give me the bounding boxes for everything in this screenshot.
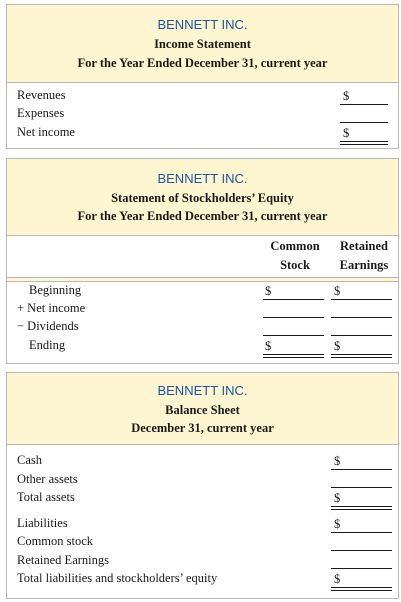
common-stock-label: Common stock — [17, 534, 94, 548]
company-name: BENNETT INC. — [157, 383, 248, 398]
income-statement-panel — [6, 4, 399, 149]
statement-title: Statement of Stockholders’ Equity — [111, 191, 294, 205]
retained-beginning-line — [331, 299, 392, 300]
statement-period: For the Year Ended December 31, current year — [77, 209, 328, 223]
expenses-label: Expenses — [17, 106, 65, 120]
total-liabilities-equity-label: Total liabilities and stockholders’ equity — [17, 571, 218, 585]
equity-statement-header — [7, 159, 398, 236]
total-liabilities-equity-double-underline — [331, 587, 392, 591]
income-statement-header — [7, 5, 398, 83]
equity-divider-band — [7, 277, 398, 282]
statement-period: For the Year Ended December 31, current year — [77, 56, 328, 70]
retained-earnings-label: Retained Earnings — [17, 553, 109, 567]
total-assets-label: Total assets — [17, 490, 75, 504]
common-ending-double-underline — [263, 354, 324, 358]
statement-title: Income Statement — [154, 37, 251, 51]
common-stock-column-header-line2: Stock — [280, 258, 310, 272]
net-income-label: Net income — [17, 125, 75, 139]
common-stock-column-header-line1: Common — [270, 239, 320, 253]
common-ending-dollar-sign: $ — [265, 339, 272, 353]
balance-sheet-panel — [6, 372, 399, 599]
liabilities-label: Liabilities — [17, 516, 68, 530]
equity-statement-panel — [6, 158, 399, 364]
statement-title: Balance Sheet — [165, 403, 240, 417]
beginning-label: Beginning — [29, 283, 82, 297]
total-assets-double-underline — [331, 506, 392, 510]
other-assets-label: Other assets — [17, 472, 78, 486]
retained-dividends-line — [331, 335, 392, 336]
liabilities-dollar-sign: $ — [334, 517, 341, 531]
total-assets-dollar-sign: $ — [334, 491, 341, 505]
net-income-double-underline — [340, 141, 388, 145]
retained-earnings-column-header-line1: Retained — [340, 239, 388, 253]
cash-dollar-sign: $ — [334, 454, 341, 468]
total-liabilities-equity-dollar-sign: $ — [334, 572, 341, 586]
common-dividends-line — [263, 335, 324, 336]
cash-line — [331, 469, 392, 470]
common-stock-line — [331, 550, 392, 551]
common-beginning-dollar-sign: $ — [265, 284, 272, 298]
balance-sheet-header — [7, 373, 398, 445]
retained-ending-double-underline — [331, 354, 392, 358]
liabilities-line — [331, 532, 392, 533]
common-beginning-line — [263, 299, 324, 300]
cash-label: Cash — [17, 453, 42, 467]
expenses-amount-line — [340, 122, 388, 123]
revenues-label: Revenues — [17, 88, 66, 102]
retained-earnings-column-header-line2: Earnings — [339, 258, 389, 272]
common-net-income-line — [263, 317, 324, 318]
other-assets-line — [331, 487, 392, 488]
plus-net-income-label: + Net income — [17, 301, 86, 315]
ending-label: Ending — [29, 338, 66, 352]
retained-earnings-line — [331, 568, 392, 569]
revenues-amount-line — [340, 104, 388, 105]
retained-net-income-line — [331, 317, 392, 318]
company-name: BENNETT INC. — [157, 17, 248, 32]
net-income-dollar-sign: $ — [343, 126, 350, 140]
retained-beginning-dollar-sign: $ — [334, 284, 341, 298]
revenues-dollar-sign: $ — [343, 89, 350, 103]
statement-period: December 31, current year — [131, 421, 274, 435]
minus-dividends-label: − Dividends — [17, 319, 79, 333]
retained-ending-dollar-sign: $ — [334, 339, 341, 353]
company-name: BENNETT INC. — [157, 171, 248, 186]
